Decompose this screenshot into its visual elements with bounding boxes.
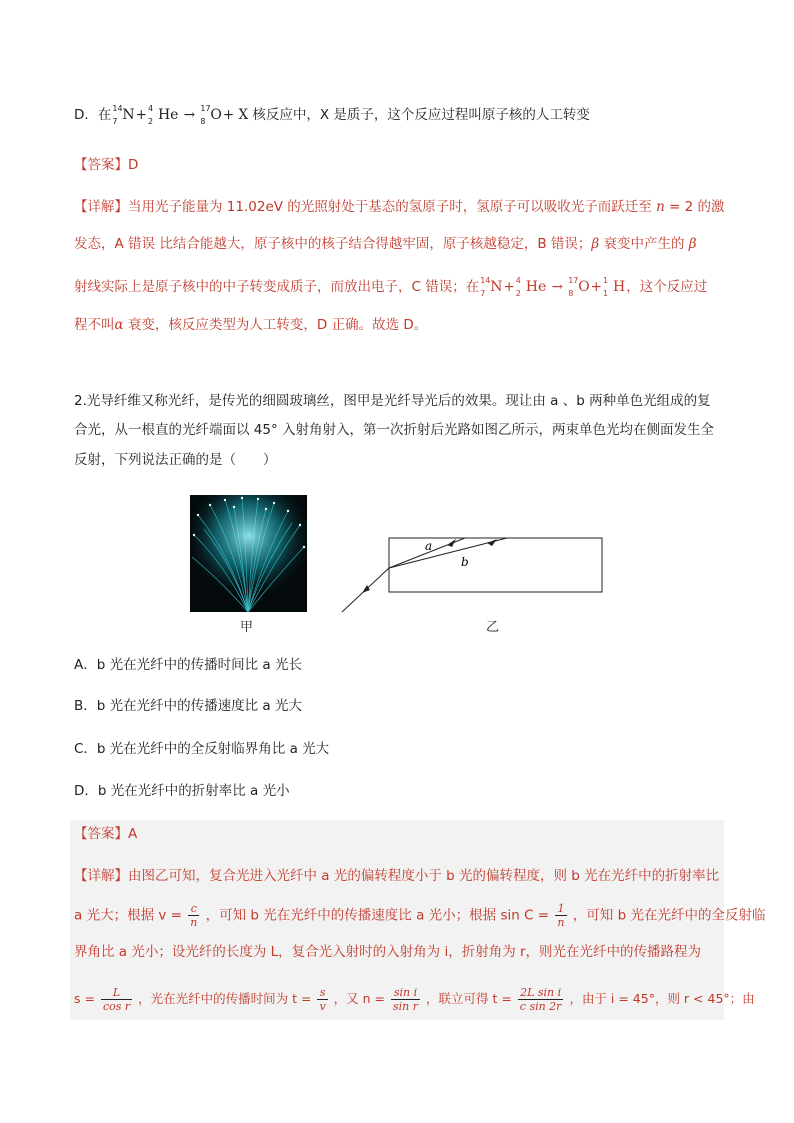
q1-answer: 【答案】D xyxy=(74,157,139,173)
q2-option-d: D．b 光在光纤中的折射率比 a 光小 xyxy=(74,783,290,799)
incident-arrow-icon xyxy=(362,585,370,593)
q1-detail-line1: 【详解】当用光子能量为 11.02eV 的光照射处于基态的氢原子时，氢原子可以吸收光子而跃迁至 n = 2 的激 xyxy=(74,199,725,215)
fraction-2lsini-over-csin2r: $\frac{\text{2L sin i}}{\text{c sin 2r}}$ xyxy=(519,986,562,1013)
light-path-diagram xyxy=(335,530,615,620)
fraction-1-over-n: $\frac{1}{n}$ xyxy=(557,902,565,929)
q1-detail-line4: 程不叫α 衰变，核反应类型为人工转变，D 正确。故选 D。 xyxy=(74,317,428,333)
fraction-l-over-cosr: $\frac{L}{\text{cos r}}$ xyxy=(102,986,131,1013)
nuclide-h1: 1 1 H xyxy=(602,276,626,298)
q2-option-b: B．b 光在光纤中的传播速度比 a 光大 xyxy=(74,698,302,714)
q2-detail-line2: a 光大；根据 v = $\frac{c}{n}$ ，可知 b 光在光纤中的传播速度比 a 光小；根据 sin C = $\frac{1}{n}$ ，可知 b 光在光纤中的全反射临 xyxy=(74,902,766,929)
nuclide-o17: 17 8 O xyxy=(568,276,590,298)
q2-stem-line2: 合光，从一根直的光纤端面以 45° 入射角射入，第一次折射后光路如图乙所示，两束单色光均在侧面发生全 xyxy=(74,422,715,438)
fraction-s-over-v: $\frac{s}{v}$ xyxy=(319,986,326,1013)
q1-detail-line2: 发态，A 错误 比结合能越大，原子核中的核子结合得越牢固，原子核越稳定，B 错误；β 衰变中产生的 β xyxy=(74,236,697,252)
fraction-sini-over-sinr: $\frac{\text{sin i}}{\text{sin r}}$ xyxy=(392,986,418,1013)
q2-detail-line3: 界角比 a 光小；设光纤的长度为 L，复合光入射时的入射角为 i，折射角为 r，则光在光纤中的传播路程为 xyxy=(74,944,702,960)
q2-answer: 【答案】A xyxy=(74,826,138,842)
fiber-optic-image xyxy=(190,495,307,612)
ray-b-arrow-icon xyxy=(487,539,497,546)
q2-detail-line4: s = $\frac{L}{\text{cos r}}$ ，光在光纤中的传播时间为 t = $\frac{s}{v}$ ，又 n = $\frac{\text{sin i}}{\text{sin r}}$ ，联立可得 t = $\frac{\text{2L sin i}}{\text{c sin 2r}}$ ，由于 i = 45°，则 r < 45°；由 xyxy=(74,986,755,1013)
nuclide-o17: 17 8 O xyxy=(200,104,222,126)
ray-a-label: a xyxy=(425,539,433,553)
q2-option-a: A．b 光在光纤中的传播时间比 a 光长 xyxy=(74,657,302,673)
nuclide-n14: 14 7 N xyxy=(480,276,503,298)
nuclide-he4: 4 2 He xyxy=(515,276,547,298)
fiber-rect xyxy=(389,538,602,592)
q2-option-c: C．b 光在光纤中的全反射临界角比 a 光大 xyxy=(74,741,330,757)
q2-detail-line1: 【详解】由图乙可知，复合光进入光纤中 a 光的偏转程度小于 b 光的偏转程度，则 b 光在光纤中的折射率比 xyxy=(74,868,720,884)
q2-stem-line1: 2.光导纤维又称光纤，是传光的细圆玻璃丝，图甲是光纤导光后的效果。现让由 a 、b 两种单色光组成的复 xyxy=(74,393,711,409)
nuclide-he4: 4 2 He xyxy=(147,104,179,126)
q1-option-d: D．在 14 7 N+ 4 2 He → 17 8 O+ X 核反应中，X 是质子，这个反应过程叫原子核的人工转变 xyxy=(74,104,590,126)
fraction-c-over-n: $\frac{c}{n}$ xyxy=(190,902,198,929)
ray-b-label: b xyxy=(461,555,469,569)
nuclide-n14: 14 7 N xyxy=(112,104,135,126)
q1-detail-line3: 射线实际上是原子核中的中子转变成质子，而放出电子，C 错误；在 14 7 N+ 4 2 He → 17 8 O+ 1 1 H，这个反应过 xyxy=(74,276,708,298)
fiber-optic-photo xyxy=(190,495,307,612)
ray-a-arrow-icon xyxy=(447,539,456,547)
figure-yi-caption: 乙 xyxy=(486,620,500,635)
figure-jia-caption: 甲 xyxy=(240,620,254,635)
q2-stem-line3: 反射，下列说法正确的是（ ） xyxy=(74,452,277,468)
